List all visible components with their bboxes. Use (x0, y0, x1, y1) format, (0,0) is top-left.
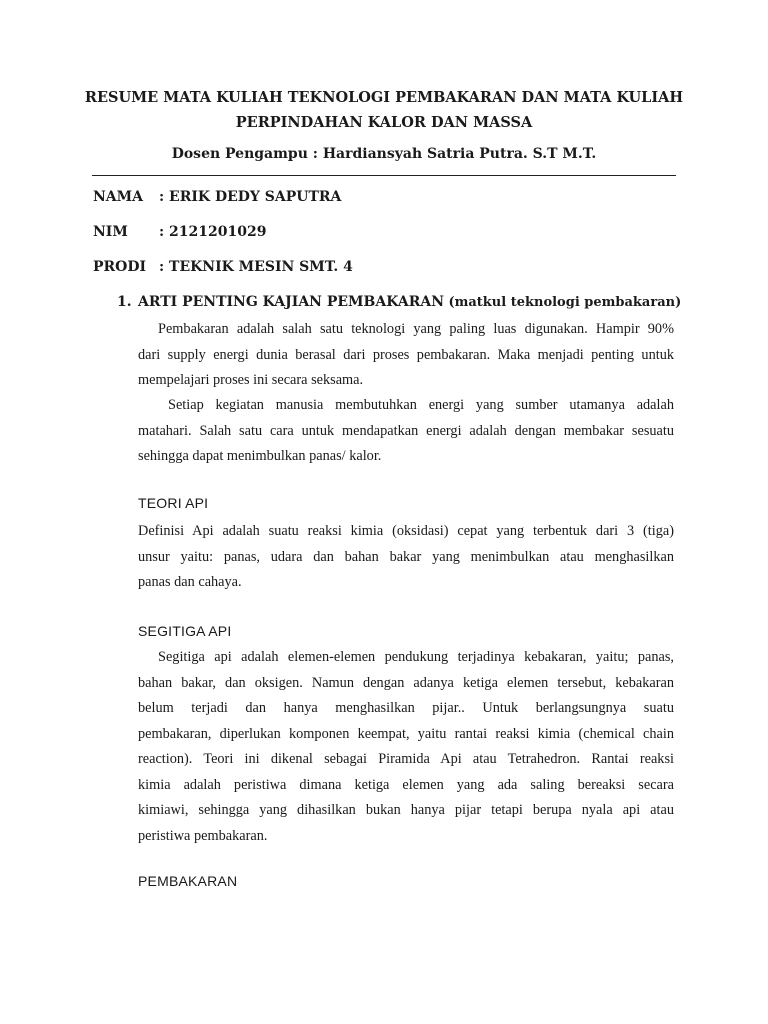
teori-api-paragraph (138, 519, 674, 596)
paragraph-line: kimia adalah peristiwa dimana ketiga elemen yang ada saling bereaksi secara (138, 776, 674, 793)
section-1-number: 1. (117, 294, 132, 310)
nama-label: NAMA (93, 189, 144, 205)
header-divider (92, 175, 676, 176)
paragraph-line: kimiawi, sehingga yang dihasilkan bukan hanya pijar tetapi berupa nyala api atau (138, 802, 674, 818)
paragraph-line: reaction). Teori ini dikenal sebagai Piramida Api atau Tetrahedron. Rantai reaksi (138, 751, 674, 767)
section-1-heading (117, 294, 681, 310)
section-1-subtitle: (matkul teknologi pembakaran) (448, 295, 682, 310)
segitiga-api-heading: SEGITIGA API (138, 623, 232, 639)
paragraph-line: Definisi Api adalah suatu reaksi kimia (oksidasi) cepat yang terbentuk dari 3 (tiga) (138, 523, 674, 539)
segitiga-api-paragraph (138, 645, 674, 849)
nama-value: : ERIK DEDY SAPUTRA (159, 189, 342, 205)
paragraph-line: Pembakaran adalah salah satu teknologi yang paling luas digunakan. Hampir 90% (158, 321, 674, 337)
section-1-title: ARTI PENTING KAJIAN PEMBAKARAN (138, 294, 444, 310)
pembakaran-heading: PEMBAKARAN (138, 873, 238, 889)
title-line-1: RESUME MATA KULIAH TEKNOLOGI PEMBAKARAN DAN MATA KULIAH (84, 89, 684, 106)
identity-prodi (93, 259, 353, 275)
paragraph-line: unsur yaitu: panas, udara dan bahan bakar yang menimbulkan atau menghasilkan (138, 548, 674, 565)
section-1-paragraph-1 (138, 317, 674, 394)
nim-value: : 2121201029 (159, 224, 267, 240)
paragraph-line: bahan bakar, dan oksigen. Namun dengan adanya ketiga elemen tersebut, kebakaran (138, 674, 674, 691)
paragraph-line: Segitiga api adalah elemen-elemen pendukung terjadinya kebakaran, yaitu; panas, (158, 649, 674, 665)
identity-nim (93, 224, 266, 240)
title-line-2: PERPINDAHAN KALOR DAN MASSA (235, 114, 533, 131)
nim-label: NIM (93, 224, 128, 240)
paragraph-line: pembakaran, diperlukan komponen keempat, yaitu rantai reaksi kimia (chemical chain (138, 725, 674, 742)
paragraph-line: mempelajari proses ini secara seksama. (138, 372, 364, 388)
section-1-paragraph-2 (138, 393, 674, 470)
paragraph-line: panas dan cahaya. (138, 574, 242, 590)
teori-api-heading: TEORI API (138, 495, 209, 511)
paragraph-line: dari supply energi dunia berasal dari proses pembakaran. Maka menjadi penting untuk (138, 346, 674, 363)
prodi-label: PRODI (93, 259, 147, 275)
paragraph-line: peristiwa pembakaran. (138, 827, 268, 844)
document-title (60, 85, 708, 135)
paragraph-line: Setiap kegiatan manusia membutuhkan energi yang sumber utamanya adalah (168, 397, 674, 413)
prodi-value: : TEKNIK MESIN SMT. 4 (159, 259, 353, 275)
lecturer-line: Dosen Pengampu : Hardiansyah Satria Putra. S.T M.T. (171, 146, 597, 162)
paragraph-line: belum terjadi dan hanya menghasilkan pijar.. Untuk berlangsungnya suatu (138, 700, 674, 716)
paragraph-line: matahari. Salah satu cara untuk mendapatkan energi adalah dengan membakar sesuatu (138, 422, 674, 439)
paragraph-line: sehingga dapat menimbulkan panas/ kalor. (138, 448, 382, 464)
identity-nama (93, 189, 341, 205)
